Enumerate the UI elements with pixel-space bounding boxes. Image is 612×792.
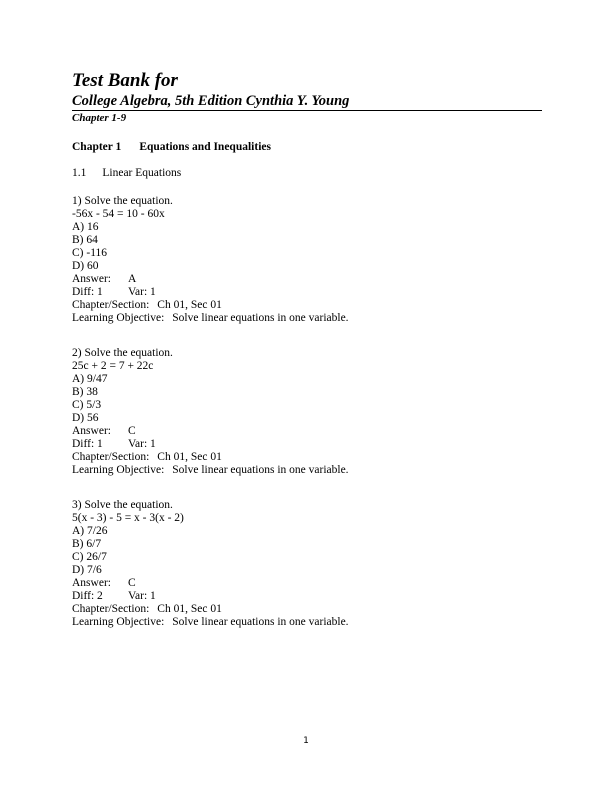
book-title: College Algebra, 5th Edition Cynthia Y. Young xyxy=(72,93,350,109)
answer-value: C xyxy=(128,577,136,589)
chapter-section-line xyxy=(72,299,349,312)
difficulty-line xyxy=(72,286,349,299)
option-a: A) 9/47 xyxy=(72,373,108,385)
var-label: Var: 1 xyxy=(128,438,156,450)
section-heading xyxy=(72,166,181,180)
var-label: Var: 1 xyxy=(128,590,156,602)
objective-value: Solve linear equations in one variable. xyxy=(172,616,349,628)
option-b: B) 38 xyxy=(72,386,98,398)
option-c: C) 5/3 xyxy=(72,399,102,411)
header-rule xyxy=(72,110,542,111)
answer-value: A xyxy=(128,273,137,285)
question-2 xyxy=(72,347,349,477)
option-a: A) 16 xyxy=(72,221,99,233)
chapter-section-line xyxy=(72,603,349,616)
chapter-heading xyxy=(72,140,271,154)
objective-value: Solve linear equations in one variable. xyxy=(172,464,349,476)
diff-label: Diff: 1 xyxy=(72,438,103,450)
chapter-section-value: Ch 01, Sec 01 xyxy=(157,299,222,311)
answer-line xyxy=(72,425,349,438)
question-equation: 25c + 2 = 7 + 22c xyxy=(72,360,154,372)
answer-line xyxy=(72,577,349,590)
chapter-range: Chapter 1-9 xyxy=(72,112,127,124)
question-1 xyxy=(72,195,349,325)
question-3 xyxy=(72,499,349,629)
chapter-section-label: Chapter/Section: xyxy=(72,603,150,615)
answer-value: C xyxy=(128,425,136,437)
answer-line xyxy=(72,273,349,286)
option-d: D) 56 xyxy=(72,412,99,424)
option-b: B) 64 xyxy=(72,234,98,246)
diff-label: Diff: 2 xyxy=(72,590,103,602)
chapter-section-label: Chapter/Section: xyxy=(72,299,150,311)
option-c: C) 26/7 xyxy=(72,551,107,563)
objective-value: Solve linear equations in one variable. xyxy=(172,312,349,324)
objective-line xyxy=(72,616,349,629)
document-title: Test Bank for xyxy=(72,70,178,91)
section-title: Linear Equations xyxy=(102,167,182,179)
objective-line xyxy=(72,464,349,477)
difficulty-line xyxy=(72,590,349,603)
question-equation: -56x - 54 = 10 - 60x xyxy=(72,208,165,220)
answer-label: Answer: xyxy=(72,577,111,589)
chapter-section-value: Ch 01, Sec 01 xyxy=(157,451,222,463)
question-prompt: 2) Solve the equation. xyxy=(72,347,173,359)
section-number: 1.1 xyxy=(72,167,87,179)
objective-label: Learning Objective: xyxy=(72,464,165,476)
page-number: 1 xyxy=(303,736,309,746)
objective-label: Learning Objective: xyxy=(72,312,165,324)
question-prompt: 3) Solve the equation. xyxy=(72,499,173,511)
option-b: B) 6/7 xyxy=(72,538,102,550)
chapter-number: Chapter 1 xyxy=(72,141,122,153)
question-prompt: 1) Solve the equation. xyxy=(72,195,173,207)
answer-label: Answer: xyxy=(72,273,111,285)
chapter-title: Equations and Inequalities xyxy=(139,141,271,153)
objective-label: Learning Objective: xyxy=(72,616,165,628)
question-equation: 5(x - 3) - 5 = x - 3(x - 2) xyxy=(72,512,184,524)
diff-label: Diff: 1 xyxy=(72,286,103,298)
chapter-section-line xyxy=(72,451,349,464)
objective-line xyxy=(72,312,349,325)
answer-label: Answer: xyxy=(72,425,111,437)
option-d: D) 60 xyxy=(72,260,99,272)
chapter-section-value: Ch 01, Sec 01 xyxy=(157,603,222,615)
chapter-section-label: Chapter/Section: xyxy=(72,451,150,463)
option-d: D) 7/6 xyxy=(72,564,102,576)
option-c: C) -116 xyxy=(72,247,108,259)
option-a: A) 7/26 xyxy=(72,525,108,537)
difficulty-line xyxy=(72,438,349,451)
var-label: Var: 1 xyxy=(128,286,156,298)
